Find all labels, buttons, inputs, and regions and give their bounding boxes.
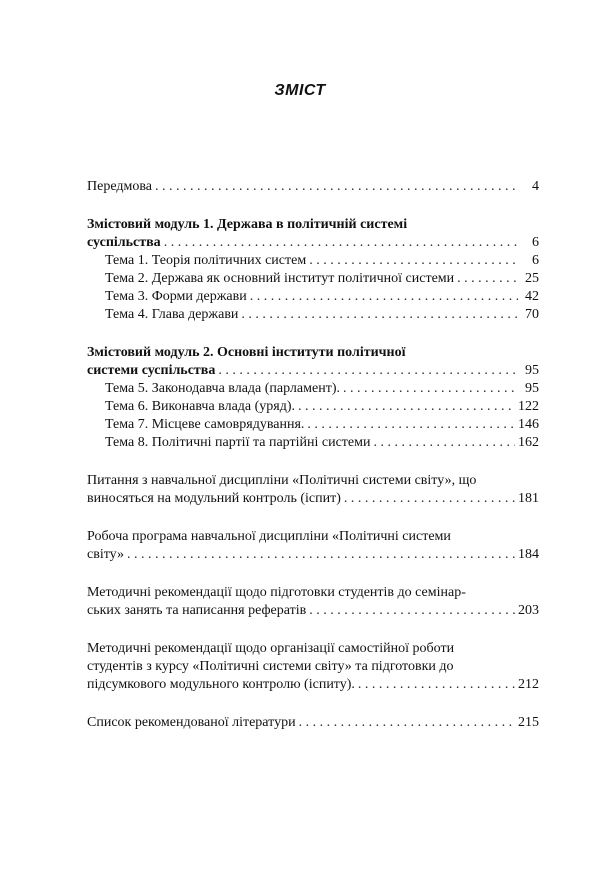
dot-leader <box>343 380 518 398</box>
toc-entry-topic-1 <box>87 252 539 270</box>
toc-page-number: 95 <box>525 381 539 396</box>
toc-page-number: 6 <box>532 253 539 268</box>
toc-entry-topic-8 <box>87 434 539 452</box>
table-of-contents <box>87 178 539 732</box>
dot-leader <box>309 602 515 620</box>
toc-entry-text: Питання з навчальної дисципліни «Політичні системи світу», що <box>87 473 477 488</box>
toc-entry-text: Методичні рекомендації щодо організації самостійної роботи <box>87 641 455 656</box>
toc-entry-text: Тема 7. Місцеве самоврядування. <box>105 417 305 432</box>
toc-page-number: 70 <box>525 307 539 322</box>
toc-entry-text: системи суспільства <box>87 363 216 378</box>
dot-leader <box>457 270 518 288</box>
toc-entry-module-2 <box>87 344 539 380</box>
toc-entry-text: світу» <box>87 547 124 562</box>
toc-entry-module-1 <box>87 216 539 252</box>
toc-page-number: 212 <box>518 677 539 692</box>
toc-entry-text: Список рекомендованої літератури <box>87 715 296 730</box>
toc-entry-text: Робоча програма навчальної дисципліни «Політичні системи <box>87 529 451 544</box>
page-title: ЗМІСТ <box>274 82 326 99</box>
dot-leader <box>373 434 515 452</box>
toc-entry-selfwork <box>87 640 539 694</box>
dot-leader <box>241 306 518 324</box>
toc-page-number: 184 <box>518 547 539 562</box>
toc-entry-seminars <box>87 584 539 620</box>
toc-page-number: 181 <box>518 491 539 506</box>
dot-leader <box>250 288 518 306</box>
toc-entry-text: Тема 1. Теорія політичних систем <box>105 253 307 268</box>
toc-entry-topic-7 <box>87 416 539 434</box>
toc-entry-text: Тема 3. Форми держави <box>105 289 247 304</box>
toc-entry-text: Тема 5. Законодавча влада (парламент). <box>105 381 340 396</box>
toc-page-number: 42 <box>525 289 539 304</box>
toc-page-number: 6 <box>532 235 539 250</box>
toc-entry-text: Тема 8. Політичні партії та партійні системи <box>105 435 371 450</box>
dot-leader <box>164 234 518 252</box>
toc-page-number: 25 <box>525 271 539 286</box>
toc-entry-preface <box>87 178 539 196</box>
toc-entry-topic-4 <box>87 306 539 324</box>
dot-leader <box>155 178 518 196</box>
toc-entry-text: студентів з курсу «Політичні системи світу» та підготовки до <box>87 659 454 674</box>
dot-leader <box>309 252 518 270</box>
toc-entry-program <box>87 528 539 564</box>
dot-leader <box>307 416 515 434</box>
toc-entry-text: Тема 6. Виконавча влада (уряд). <box>105 399 296 414</box>
toc-page-number: 162 <box>518 435 539 450</box>
toc-entry-topic-2 <box>87 270 539 288</box>
toc-page-number: 146 <box>518 417 539 432</box>
dot-leader <box>298 398 515 416</box>
toc-entry-topic-3 <box>87 288 539 306</box>
toc-entry-text: виносяться на модульний контроль (іспит) <box>87 491 341 506</box>
toc-page-number: 95 <box>525 363 539 378</box>
toc-entry-text: підсумкового модульного контролю (іспиту). <box>87 677 355 692</box>
toc-entry-text: Змістовий модуль 2. Основні інститути політичної <box>87 345 406 360</box>
dot-leader <box>344 490 515 508</box>
dot-leader <box>218 362 518 380</box>
toc-entry-questions <box>87 472 539 508</box>
toc-entry-text: Методичні рекомендації щодо підготовки студентів до семінар- <box>87 585 466 600</box>
toc-entry-text: суспільства <box>87 235 161 250</box>
toc-page-number: 215 <box>518 715 539 730</box>
toc-entry-text: Тема 2. Держава як основний інститут політичної системи <box>105 271 455 286</box>
toc-entry-text: ських занять та написання рефератів <box>87 603 307 618</box>
dot-leader <box>299 714 515 732</box>
toc-entry-text: Тема 4. Глава держави <box>105 307 239 322</box>
toc-entry-literature <box>87 714 539 732</box>
toc-entry-text: Передмова <box>87 179 152 194</box>
toc-page-number: 122 <box>518 399 539 414</box>
toc-page-number: 4 <box>532 179 539 194</box>
toc-entry-text: Змістовий модуль 1. Держава в політичній системі <box>87 217 408 232</box>
toc-page-number: 203 <box>518 603 539 618</box>
dot-leader <box>127 546 515 564</box>
toc-entry-topic-6 <box>87 398 539 416</box>
toc-entry-topic-5 <box>87 380 539 398</box>
dot-leader <box>358 676 515 694</box>
